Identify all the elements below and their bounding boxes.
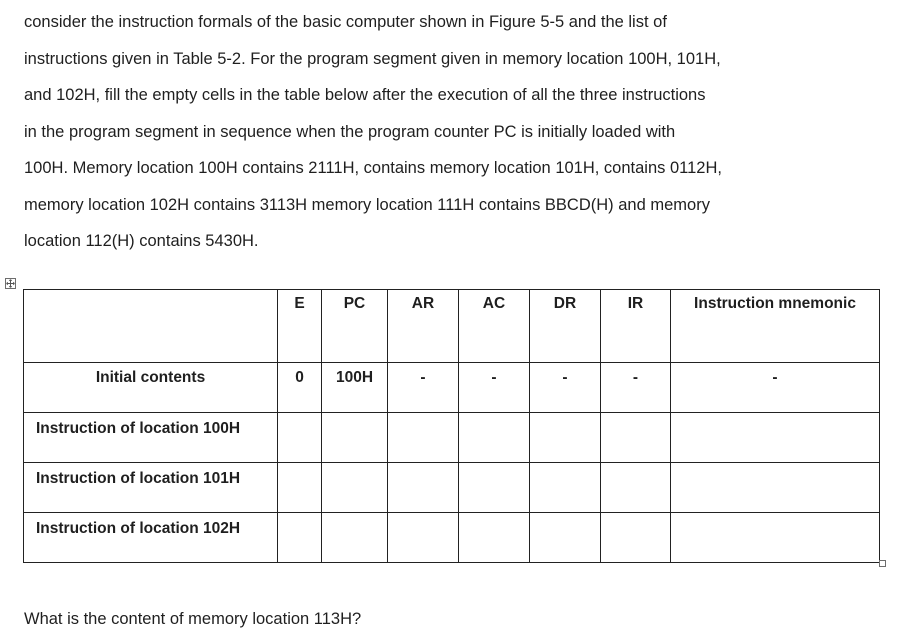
row-label: Instruction of location 101H: [24, 463, 278, 513]
cell-pc[interactable]: 100H: [322, 363, 388, 413]
cell-ac[interactable]: [459, 513, 530, 563]
problem-statement: [24, 4, 884, 260]
cell-pc[interactable]: [322, 413, 388, 463]
statement-line: consider the instruction formals of the basic computer shown in Figure 5-5 and the list of: [24, 13, 667, 31]
cell-ir[interactable]: [601, 413, 671, 463]
statement-line: location 112(H) contains 5430H.: [24, 232, 259, 250]
cell-dr[interactable]: [530, 513, 601, 563]
cell-e[interactable]: [278, 413, 322, 463]
cell-ir[interactable]: [601, 513, 671, 563]
cell-mnemonic[interactable]: -: [671, 363, 880, 413]
cell-ar[interactable]: -: [388, 363, 459, 413]
cell-ar[interactable]: [388, 513, 459, 563]
table-row-102h: [24, 513, 880, 563]
cell-mnemonic[interactable]: [671, 463, 880, 513]
cell-pc[interactable]: [322, 463, 388, 513]
register-table: [23, 289, 880, 563]
table-row-100h: [24, 413, 880, 463]
table-row-101h: [24, 463, 880, 513]
row-label: Instruction of location 102H: [24, 513, 278, 563]
statement-line: and 102H, fill the empty cells in the table below after the execution of all the three instructions: [24, 86, 706, 104]
cell-ac[interactable]: -: [459, 363, 530, 413]
cell-dr[interactable]: -: [530, 363, 601, 413]
table-move-handle-icon[interactable]: [5, 278, 16, 289]
statement-line: 100H. Memory location 100H contains 2111H, contains memory location 101H, contains 0112H,: [24, 159, 722, 177]
row-label: Instruction of location 100H: [24, 413, 278, 463]
header-pc: PC: [322, 290, 388, 363]
cell-e[interactable]: 0: [278, 363, 322, 413]
cell-pc[interactable]: [322, 513, 388, 563]
cell-mnemonic[interactable]: [671, 513, 880, 563]
header-blank-cell: [24, 290, 278, 363]
header-ir: IR: [601, 290, 671, 363]
cell-dr[interactable]: [530, 463, 601, 513]
cell-ar[interactable]: [388, 413, 459, 463]
header-ar: AR: [388, 290, 459, 363]
table-resize-handle-icon[interactable]: [879, 560, 886, 567]
table-row-initial: [24, 363, 880, 413]
row-label: Initial contents: [24, 363, 278, 413]
header-ac: AC: [459, 290, 530, 363]
header-row: [24, 290, 880, 363]
cell-ac[interactable]: [459, 463, 530, 513]
cell-dr[interactable]: [530, 413, 601, 463]
cell-e[interactable]: [278, 513, 322, 563]
cell-ir[interactable]: [601, 463, 671, 513]
cell-ac[interactable]: [459, 413, 530, 463]
statement-line: instructions given in Table 5-2. For the program segment given in memory location 100H, 101H,: [24, 49, 721, 68]
header-instruction-mnemonic: Instruction mnemonic: [671, 290, 880, 363]
cell-mnemonic[interactable]: [671, 413, 880, 463]
cell-e[interactable]: [278, 463, 322, 513]
header-dr: DR: [530, 290, 601, 363]
statement-line: memory location 102H contains 3113H memory location 111H contains BBCD(H) and memory: [24, 195, 710, 214]
cell-ir[interactable]: -: [601, 363, 671, 413]
header-e: E: [278, 290, 322, 363]
statement-line: in the program segment in sequence when the program counter PC is initially loaded with: [24, 122, 676, 141]
follow-up-question: What is the content of memory location 113H?: [24, 610, 362, 628]
cell-ar[interactable]: [388, 463, 459, 513]
